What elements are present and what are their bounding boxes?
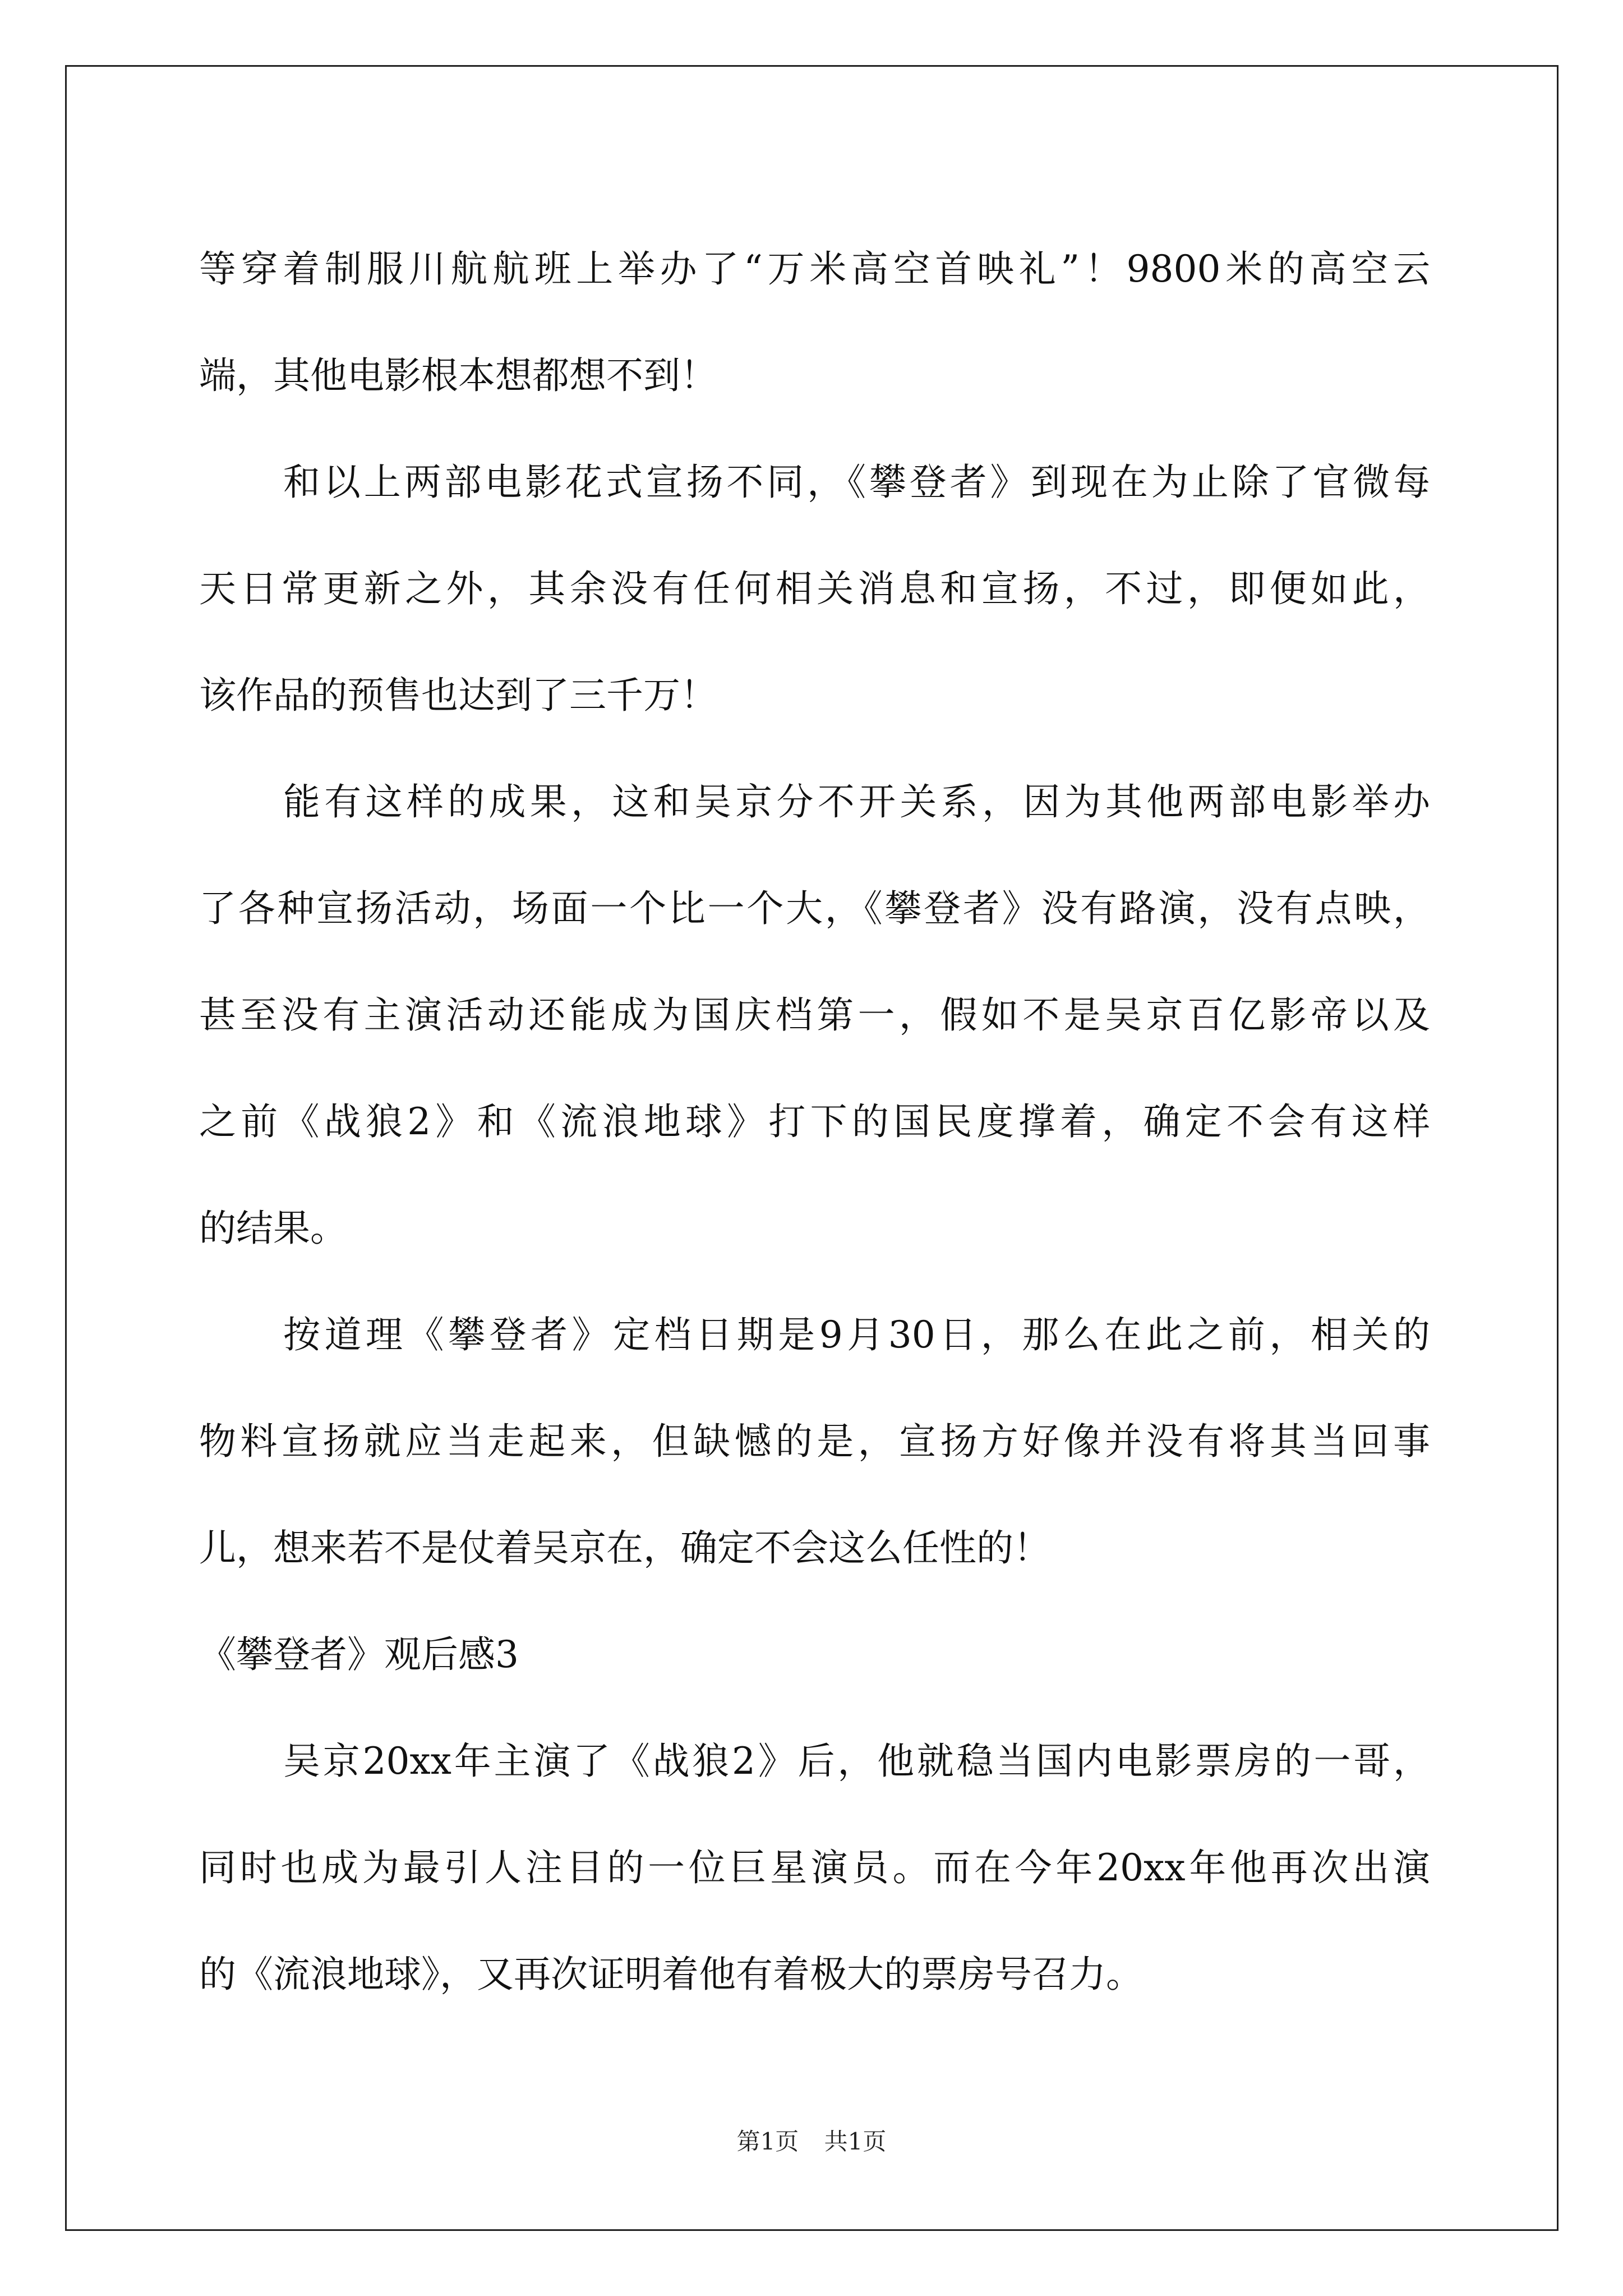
text-line: 该作品的预售也达到了三千万！ bbox=[199, 674, 717, 717]
paragraph bbox=[199, 1708, 1430, 2028]
text-line: 能有这样的成果，这和吴京分不开关系，因为其他两部电影举办 bbox=[283, 780, 1430, 823]
page-number: 第1页 bbox=[736, 2128, 799, 2155]
text-line: 的结果。 bbox=[199, 1207, 347, 1250]
text-line: 和以上两部电影花式宣扬不同，《攀登者》到现在为止除了官微每 bbox=[283, 461, 1430, 504]
text-line: 吴京20xx年主演了《战狼2》后，他就稳当国内电影票房的一哥， bbox=[283, 1740, 1430, 1783]
text-line: 儿，想来若不是仗着吴京在，确定不会这么任性的！ bbox=[199, 1526, 1050, 1570]
page-total: 共1页 bbox=[824, 2128, 887, 2155]
paragraph bbox=[199, 216, 1430, 429]
text-line: 等穿着制服川航航班上举办了“万米高空首映礼”！9800米的高空云 bbox=[199, 247, 1430, 291]
section-heading: 《攀登者》观后感3 bbox=[199, 1633, 519, 1676]
text-line: 按道理《攀登者》定档日期是9月30日，那么在此之前，相关的 bbox=[283, 1313, 1430, 1356]
text-line: 的《流浪地球》，又再次证明着他有着极大的票房号召力。 bbox=[199, 1953, 1143, 1996]
paragraph bbox=[199, 749, 1430, 1282]
text-line: 甚至没有主演活动还能成为国庆档第一，假如不是吴京百亿影帝以及 bbox=[199, 993, 1430, 1037]
text-line: 物料宣扬就应当走起来，但缺憾的是，宣扬方好像并没有将其当回事 bbox=[199, 1420, 1430, 1463]
text-line: 端，其他电影根本想都想不到！ bbox=[199, 354, 717, 397]
page-footer bbox=[0, 2123, 1623, 2157]
paragraph bbox=[199, 1282, 1430, 1602]
text-line: 天日常更新之外，其余没有任何相关消息和宣扬，不过，即便如此， bbox=[199, 567, 1430, 610]
text-line: 了各种宣扬活动，场面一个比一个大，《攀登者》没有路演，没有点映， bbox=[199, 887, 1430, 930]
text-line: 之前《战狼2》和《流浪地球》打下的国民度撑着，确定不会有这样 bbox=[199, 1100, 1430, 1143]
document-body bbox=[199, 216, 1430, 2028]
text-line: 同时也成为最引人注目的一位巨星演员。而在今年20xx年他再次出演 bbox=[199, 1846, 1430, 1889]
paragraph bbox=[199, 429, 1430, 749]
